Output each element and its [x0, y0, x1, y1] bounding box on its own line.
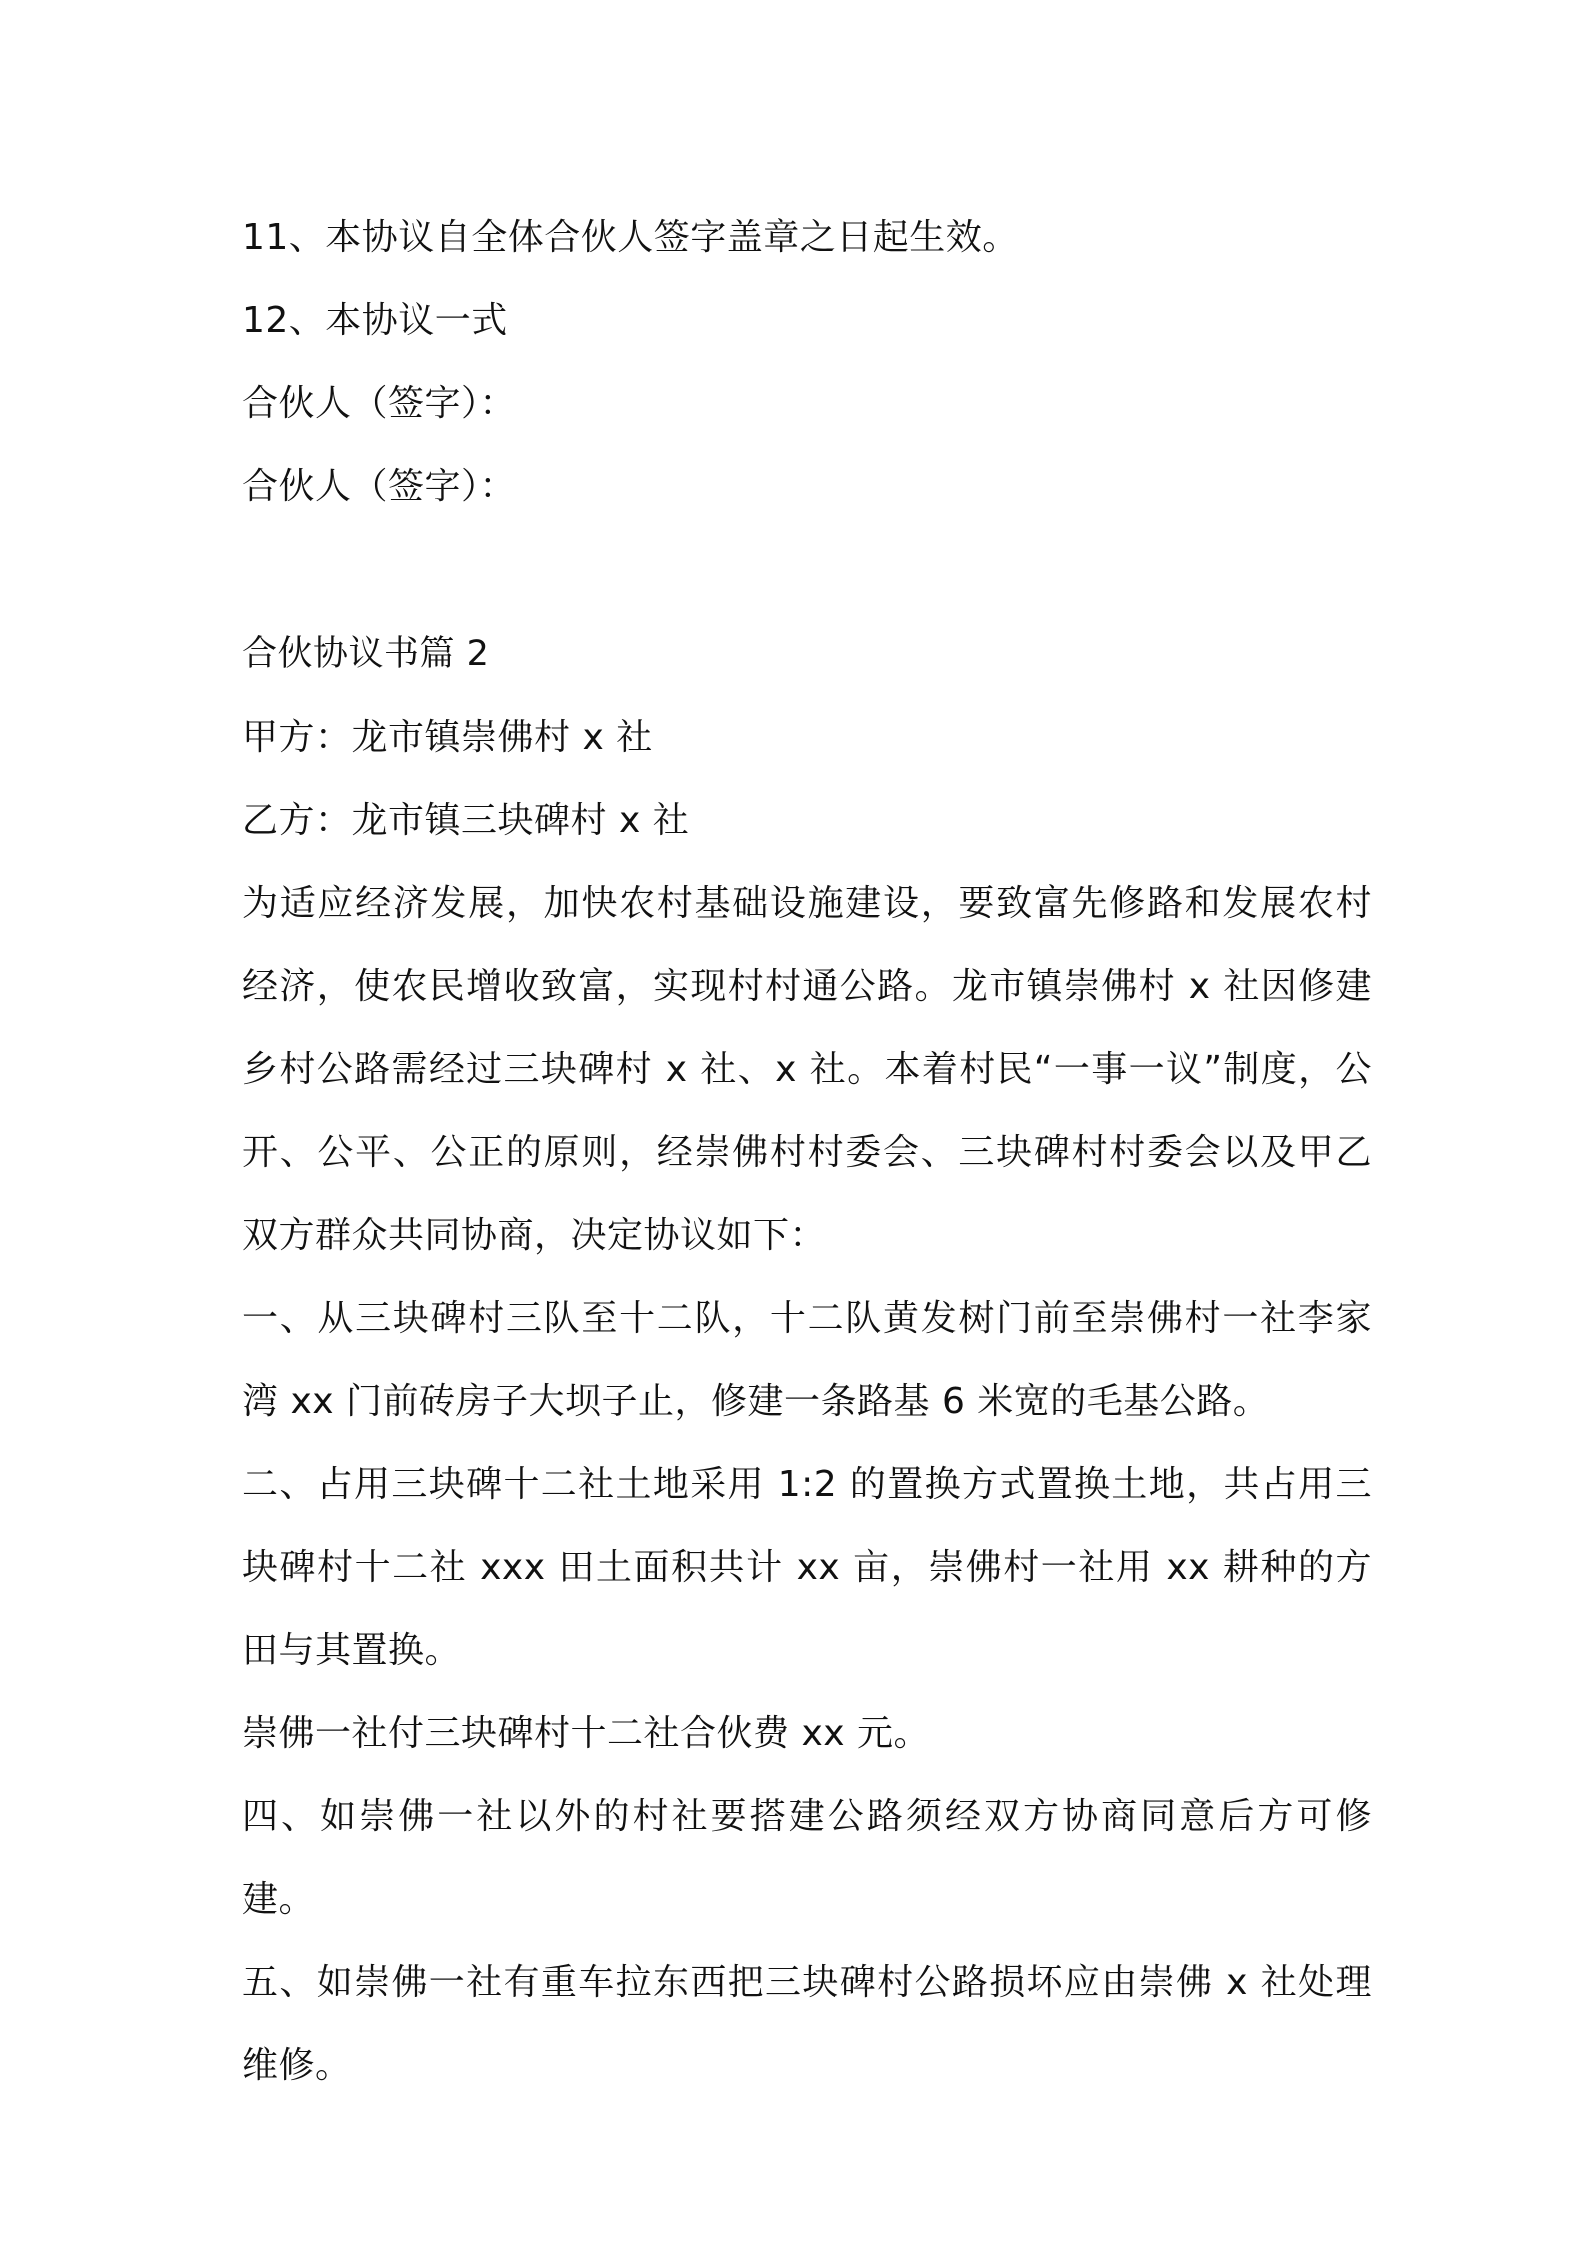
- agreement-item-4: 四、如崇佛一社以外的村社要搭建公路须经双方协商同意后方可修建。: [242, 1796, 1372, 1920]
- document-body: [242, 196, 1372, 2107]
- preamble-paragraph: 为适应经济发展，加快农村基础设施建设，要致富先修路和发展农村经济，使农民增收致富，实现村村通公路。龙市镇崇佛村 x 社因修建乡村公路需经过三块碑村 x 社、x 社。本着村民“一事一议”制度，公开、公平、公正的原则，经崇佛村村委会、三块碑村村委会以及甲乙双方群众共同协商，决定协议如下：: [242, 883, 1372, 1256]
- clause-11: 11、本协议自全体合伙人签字盖章之日起生效。: [242, 217, 1019, 258]
- partner-signature-line: 合伙人（签字）：: [242, 466, 517, 507]
- agreement-item-2: 二、占用三块碑十二社土地采用 1:2 的置换方式置换土地，共占用三块碑村十二社 xxx 田土面积共计 xx 亩，崇佛村一社用 xx 耕种的方田与其置换。: [242, 1464, 1372, 1671]
- clause-12: 12、本协议一式: [242, 300, 508, 341]
- agreement-item-5: 五、如崇佛一社有重车拉东西把三块碑村公路损坏应由崇佛 x 社处理维修。: [242, 1962, 1372, 2086]
- agreement-item-1: 一、从三块碑村三队至十二队，十二队黄发树门前至崇佛村一社李家湾 xx 门前砖房子大坝子止，修建一条路基 6 米宽的毛基公路。: [242, 1298, 1372, 1422]
- party-b: 乙方：龙市镇三块碑村 x 社: [242, 800, 690, 841]
- partner-signature-line: 合伙人（签字）：: [242, 383, 517, 424]
- agreement-item-3: 崇佛一社付三块碑村十二社合伙费 xx 元。: [242, 1713, 930, 1754]
- party-a: 甲方：龙市镇崇佛村 x 社: [242, 717, 653, 758]
- section-title: 合伙协议书篇 2: [242, 634, 490, 674]
- section-spacer: [242, 528, 1372, 613]
